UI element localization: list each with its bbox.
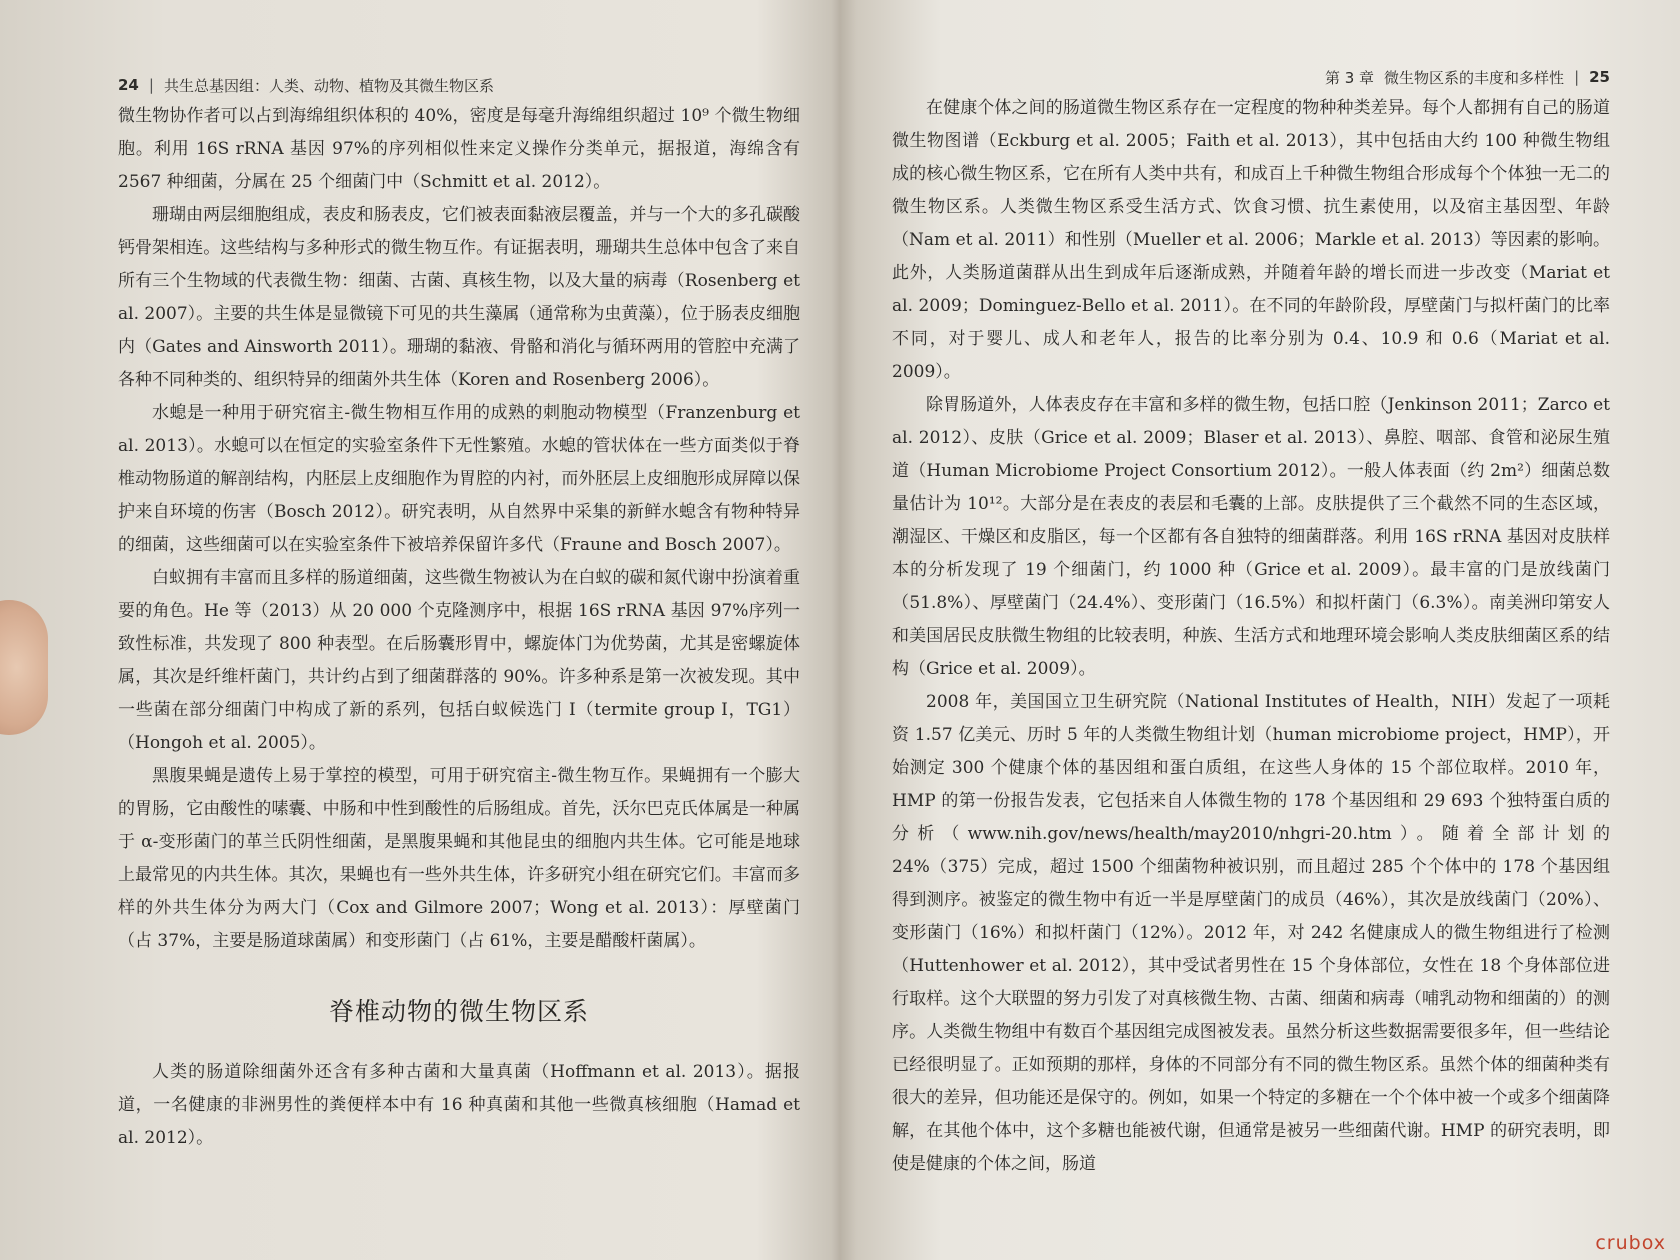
paragraph: 2008 年，美国国立卫生研究院（National Institutes of Health，NIH）发起了一项耗资 1.57 亿美元、历时 5 年的人类微生物组计划（human microbiome project，HMP），开始测定 300 个健康个体的基因组和蛋白质组，在这些人身体的 15 个部位取样。2010 年，HMP 的第一份报告发表，它包括来自人体微生物的 178 个基因组和 29 693 个独特蛋白质的分析（www.nih.gov/news/health/may2010/nhgri-20.htm）。随着全部计划的 24%（375）完成，超过 1500 个细菌物种被识别，而且超过 285 个个体中的 178 个基因组得到测序。被鉴定的微生物中有近一半是厚壁菌门的成员（46%），其次是放线菌门（20%）、变形菌门（16%）和拟杆菌门（12%）。2012 年，对 242 名健康成人的微生物组进行了检测（Huttenhower et al. 2012），其中受试者男性在 15 个身体部位，女性在 18 个身体部位进行取样。这个大联盟的努力引发了对真核微生物、古菌、细菌和病毒（哺乳动物和细菌的）的测序。人类微生物组中有数百个基因组完成图被发表。虽然分析这些数据需要很多年，但一些结论已经很明显了。正如预期的那样，身体的不同部分有不同的微生物区系。虽然个体的细菌种类有很大的差异，但功能还是保守的。例如，如果一个特定的多糖在一个个体中被一个或多个细菌降解，在其他个体中，这个多糖也能被代谢，但通常是被另一些细菌代谢。HMP 的研究表明，即使是健康的个体之间，肠道 — [892, 692, 1610, 1174]
page-number: 25 — [1589, 68, 1610, 86]
running-head-right — [892, 62, 1610, 92]
paragraph: 除胃肠道外，人体表皮存在丰富和多样的微生物，包括口腔（Jenkinson 2011；Zarco et al. 2012）、皮肤（Grice et al. 2009；Blaser et al. 2013）、鼻腔、咽部、食管和泌尿生殖道（Human Microbiome Project Consortium 2012）。一般人体表面（约 2m²）细菌总数量估计为 10¹²。大部分是在表皮的表层和毛囊的上部。皮肤提供了三个截然不同的生态区域，潮湿区、干燥区和皮脂区，每一个区都有各自独特的细菌群落。利用 16S rRNA 基因对皮肤样本的分析发现了 19 个细菌门，约 1000 种（Grice et al. 2009）。最丰富的门是放线菌门（51.8%）、厚壁菌门（24.4%）、变形菌门（16.5%）和拟杆菌门（6.3%）。南美洲印第安人和美国居民皮肤微生物组的比较表明，种族、生活方式和地理环境会影响人类皮肤细菌区系的结构（Grice et al. 2009）。 — [892, 395, 1610, 679]
chapter-title: 微生物区系的丰度和多样性 — [1384, 68, 1565, 87]
separator: | — [148, 76, 154, 94]
section-heading: 脊椎动物的微生物区系 — [328, 997, 589, 1026]
right-body — [892, 92, 1610, 1181]
paragraph: 珊瑚由两层细胞组成，表皮和肠表皮，它们被表面黏液层覆盖，并与一个大的多孔碳酸钙骨架相连。这些结构与多种形式的微生物互作。有证据表明，珊瑚共生总体中包含了来自所有三个生物域的代表微生物：细菌、古菌、真核生物，以及大量的病毒（Rosenberg et al. 2007）。主要的共生体是显微镜下可见的共生藻属（通常称为虫黄藻），位于肠表皮细胞内（Gates and Ainsworth 2011）。珊瑚的黏液、骨骼和消化与循环两用的管腔中充满了各种不同种类的、组织特异的细菌外共生体（Koren and Rosenberg 2006）。 — [118, 205, 800, 390]
paragraph: 在健康个体之间的肠道微生物区系存在一定程度的物种种类差异。每个人都拥有自己的肠道微生物图谱（Eckburg et al. 2005；Faith et al. 2013），其中包括由大约 100 种微生物组成的核心微生物区系，它在所有人类中共有，和成百上千种微生物组合形成每个个体独一无二的微生物区系。人类微生物区系受生活方式、饮食习惯、抗生素使用，以及宿主基因型、年龄（Nam et al. 2011）和性别（Mueller et al. 2006；Markle et al. 2013）等因素的影响。此外，人类肠道菌群从出生到成年后逐渐成熟，并随着年龄的增长而进一步改变（Mariat et al. 2009；Dominguez-Bello et al. 2011）。在不同的年龄阶段，厚壁菌门与拟杆菌门的比率不同，对于婴儿、成人和老年人，报告的比率分别为 0.4、10.9 和 0.6（Mariat et al. 2009）。 — [892, 98, 1610, 382]
running-title: 共生总基因组：人类、动物、植物及其微生物区系 — [163, 76, 494, 95]
paragraph: 微生物协作者可以占到海绵组织体积的 40%，密度是每毫升海绵组织超过 10⁹ 个微生物细胞。利用 16S rRNA 基因 97%的序列相似性来定义操作分类单元，据报道，海绵含有 2567 种细菌，分属在 25 个细菌门中（Schmitt et al. 2012）。 — [118, 106, 800, 192]
paragraph: 人类的肠道除细菌外还含有多种古菌和大量真菌（Hoffmann et al. 2013）。据报道，一名健康的非洲男性的粪便样本中有 16 种真菌和其他一些微真核细胞（Hamad et al. 2012）。 — [118, 1062, 800, 1148]
running-head-left — [118, 70, 800, 100]
watermark: crubox — [1595, 1232, 1666, 1254]
right-page — [840, 0, 1680, 1260]
separator: | — [1574, 68, 1580, 86]
chapter-label: 第 3 章 — [1324, 68, 1375, 87]
left-page — [0, 0, 830, 1260]
paragraph: 白蚁拥有丰富而且多样的肠道细菌，这些微生物被认为在白蚁的碳和氮代谢中扮演着重要的角色。He 等（2013）从 20 000 个克隆测序中，根据 16S rRNA 基因 97%序列一致性标准，共发现了 800 种表型。在后肠囊形胃中，螺旋体门为优势菌，尤其是密螺旋体属，其次是纤维杆菌门，共计约占到了细菌群落的 90%。许多种系是第一次被发现。其中一些菌在部分细菌门中构成了新的系列，包括白蚁候选门 I（termite group I，TG1）（Hongoh et al. 2005）。 — [118, 568, 800, 753]
page-number: 24 — [118, 76, 139, 94]
paragraph: 水螅是一种用于研究宿主-微生物相互作用的成熟的刺胞动物模型（Franzenburg et al. 2013）。水螅可以在恒定的实验室条件下无性繁殖。水螅的管状体在一些方面类似于脊椎动物肠道的解剖结构，内胚层上皮细胞作为胃腔的内衬，而外胚层上皮细胞形成屏障以保护来自环境的伤害（Bosch 2012）。研究表明，从自然界中采集的新鲜水螅含有物种特异的细菌，这些细菌可以在实验室条件下被培养保留许多代（Fraune and Bosch 2007）。 — [118, 403, 800, 555]
paragraph: 黑腹果蝇是遗传上易于掌控的模型，可用于研究宿主-微生物互作。果蝇拥有一个膨大的胃肠，它由酸性的嗉囊、中肠和中性到酸性的后肠组成。首先，沃尔巴克氏体属是一种属于 α-变形菌门的革兰氏阴性细菌，是黑腹果蝇和其他昆虫的细胞内共生体。它可能是地球上最常见的内共生体。其次，果蝇也有一些外共生体，许多研究小组在研究它们。丰富而多样的外共生体分为两大门（Cox and Gilmore 2007；Wong et al. 2013）：厚壁菌门（占 37%，主要是肠道球菌属）和变形菌门（占 61%，主要是醋酸杆菌属）。 — [118, 766, 800, 951]
left-body — [118, 100, 800, 1155]
